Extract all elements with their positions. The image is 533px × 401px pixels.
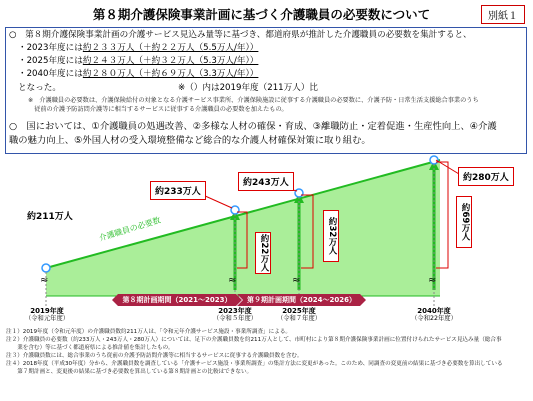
bullet-2-line-2: 職の魅力向上、⑤外国人材の受入環境整備など総合的な介護人材確保対策に取り組む。	[9, 135, 371, 146]
footnote-star-1: ※ 介護職員の必要数は、介護保険給付の対象となる介護サービス事業所、介護保険施設に従事する介護職員の必要数に、介護予防・日常生活支援総合事業のうち	[28, 97, 479, 104]
value-2023: 約233万人	[150, 181, 206, 200]
row-2040-label: ・2040年度には	[18, 69, 83, 79]
point-2023	[231, 206, 239, 214]
year-2019	[18, 307, 76, 323]
tail-right: ※（）内は2019年度（211万人）比	[178, 83, 319, 93]
year-2025-label: 2025年度	[282, 307, 316, 315]
era-2023-label: （令和５年度）	[212, 315, 258, 322]
year-2023	[206, 307, 264, 323]
base-area	[46, 268, 440, 296]
period-9-label: 第９期計画期間（2024～2026）	[247, 296, 356, 304]
row-2023-label: ・2023年度には	[18, 43, 83, 53]
year-2040	[404, 307, 464, 323]
note-2-cont: 業を含む）等に基づく都道府県による推計値を集計したもの。	[6, 345, 174, 351]
period-8-label: 第８期計画期間（2021～2023）	[122, 296, 232, 304]
break-2019: ≈	[40, 275, 49, 286]
note-3: 注３）介護職員数には、総合事業のうち従前の介護予防訪問介護等に相当するサービスに従事する介護職員数を含む。	[6, 353, 303, 359]
year-2025	[270, 307, 328, 323]
row-2040-value: 約２８０万人（＋約６９万人（3.3万人/年））	[82, 69, 259, 79]
era-2019-label: （令和元年度）	[24, 315, 70, 322]
row-2023-value: 約２３３万人（＋約２２万人（5.5万人/年））	[82, 43, 259, 53]
row-2025-value: 約２４３万人（＋約３２万人（5.3万人/年））	[82, 56, 259, 66]
point-2025	[295, 189, 303, 197]
value-2019: 約211万人	[27, 212, 73, 222]
break-2040: ≈	[428, 275, 437, 286]
note-1: 注１）2019年度（令和元年度）の介護職員数約211万人は、「令和元年介護サービス施設・事業所調査」による。	[6, 329, 292, 335]
note-4-cont: 第７期計画と、変更後の結果に基づき必要数を算出している第８期計画との比較はできない。	[6, 369, 253, 375]
note-2: 注２）介護職員の必要数（約233万人・243万人・280万人）については、足下の介護職員数を約211万人として、市町村により第８期介護保険事業計画に位置付けられたサービス見込み量（総合事	[6, 337, 502, 343]
diff-2023: 約22万人	[255, 232, 271, 274]
era-2040-label: （令和22年度）	[411, 315, 457, 322]
tail-left: となった。	[18, 83, 61, 93]
bullet-1: ○ 第８期介護保険事業計画の介護サービス見込み量等に基づき、都道府県が推計した介護職員の必要数を集計すると、	[9, 30, 472, 40]
bullet-2-line-1: ○ 国においては、①介護職員の処遇改善、②多様な人材の確保・育成、③離職防止・定着促進・生産性向上、④介護	[9, 121, 497, 132]
diff-2040: 約69万人	[456, 196, 472, 248]
title-text: 第８期介護保険事業計画に基づく介護職員の必要数について	[92, 7, 431, 22]
year-2040-label: 2040年度	[417, 307, 451, 315]
value-2040: 約280万人	[458, 167, 514, 186]
value-2025: 約243万人	[238, 172, 294, 191]
point-2019	[42, 264, 50, 272]
row-2025-label: ・2025年度には	[18, 56, 83, 66]
notes-section	[6, 328, 528, 376]
slope-label: 介護職員の必要数	[97, 215, 162, 243]
break-2023: ≈	[228, 275, 237, 286]
attachment-badge: 別紙１	[481, 5, 525, 24]
diff-2025: 約32万人	[323, 210, 339, 262]
year-2019-label: 2019年度	[30, 307, 64, 315]
era-2025-label: （令和７年度）	[276, 315, 322, 322]
footnote-star-2: 従前の介護予防訪問介護等に相当するサービスに従事する介護職員の必要数を加えたもの。	[28, 106, 288, 113]
year-2023-label: 2023年度	[218, 307, 252, 315]
note-4: 注４）2018年度（平成30年度）分から、介護職員数を調査している「介護サービス施設・事業所調査」の集計方法に変更があった。このため、同調査の変更前の結果に基づき必要数を算出している	[6, 361, 503, 367]
break-2025: ≈	[292, 275, 301, 286]
